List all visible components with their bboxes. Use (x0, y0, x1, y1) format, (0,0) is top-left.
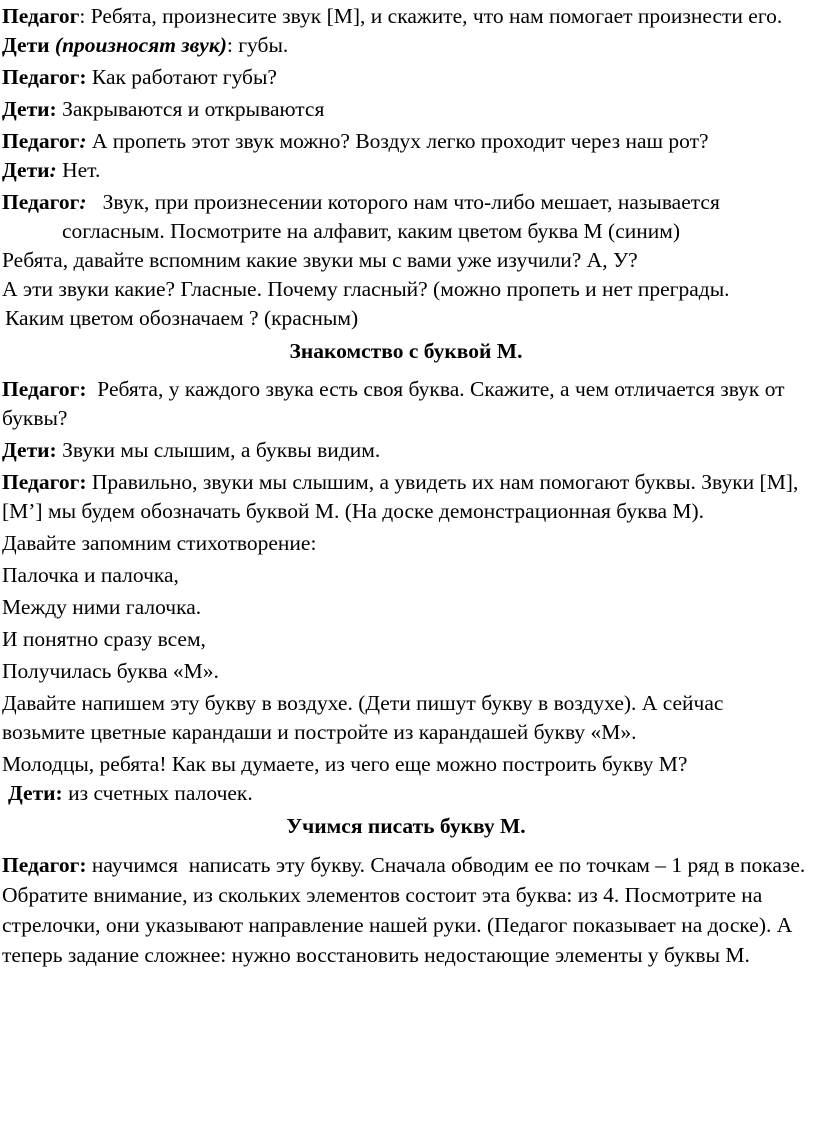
paragraph-teacher-5 (2, 375, 810, 433)
paragraph-text-line: Каким цветом обозначаем ? (красным) (5, 306, 359, 330)
speaker-colon: : (79, 190, 87, 214)
paragraph-text: Нет. (56, 158, 101, 182)
section-heading: Учимся писать букву М. (286, 814, 526, 838)
speaker-colon: : (79, 129, 87, 153)
paragraph-text: : губы. (226, 33, 289, 57)
speaker-label: Педагог: (2, 377, 87, 401)
paragraph-teacher-6 (2, 468, 810, 526)
paragraph-text: научимся написать эту букву. Сначала обводим ее по точкам – 1 ряд в показе. Обратите внимание, из скольких элементов состоит эта буква: из 4. Посмотрите на стрелочки, они указывают направление нашей руки. (Педагог показывает на доске). А теперь задание сложнее: нужно восстановить недостающие элементы у буквы М. (2, 853, 811, 967)
stage-direction: (произносят звук) (49, 33, 227, 57)
paragraph-teacher-1 (2, 2, 810, 31)
paragraph-teacher-7 (2, 850, 810, 970)
speaker-label: Педагог: (2, 470, 87, 494)
speaker-label: Дети (2, 33, 50, 57)
speaker-label: Дети: (2, 438, 57, 462)
paragraph-teacher-2 (2, 63, 810, 92)
section-heading: Знакомство с буквой М. (289, 339, 523, 363)
paragraph-children-2 (2, 95, 810, 124)
paragraph-text-line: Давайте запомним стихотворение: (2, 531, 317, 555)
paragraph-children-3 (2, 156, 810, 185)
paragraph-text-line: Ребята, давайте вспомним какие звуки мы с вами уже изучили? А, У? (2, 248, 638, 272)
paragraph-text-line: Молодцы, ребята! Как вы думаете, из чего еще можно построить букву М? (2, 752, 688, 776)
speaker-label: Педагог: (2, 853, 87, 877)
paragraph-children-1 (2, 31, 810, 60)
speaker-label: Педагог (2, 190, 80, 214)
speaker-label: Дети (2, 158, 50, 182)
paragraph-text: Ребята, у каждого звука есть своя буква. Скажите, а чем отличается звук от буквы? (2, 377, 790, 430)
paragraph-children-5 (2, 779, 810, 808)
poem-line: Получилась буква «М». (2, 659, 219, 683)
paragraph-text: Звук, при произнесении которого нам что-либо мешает, называется согласным. Посмотрите на алфавит, каким цветом буква М (синим) (62, 190, 726, 243)
paragraph-children-4 (2, 436, 810, 465)
paragraph-teacher-3 (2, 127, 810, 156)
speaker-label: Педагог (2, 129, 80, 153)
paragraph-text: Как работают губы? (86, 65, 277, 89)
paragraph-text: А пропеть этот звук можно? Воздух легко проходит через наш рот? (86, 129, 709, 153)
poem-line: Между ними галочка. (2, 595, 202, 619)
speaker-label: Дети: (2, 97, 57, 121)
paragraph-teacher-4 (2, 188, 810, 246)
paragraph-text: Звуки мы слышим, а буквы видим. (56, 438, 381, 462)
paragraph-text: Закрываются и открываются (56, 97, 325, 121)
speaker-colon: : (49, 158, 57, 182)
paragraph-text: : Ребята, произнесите звук [М], и скажите, что нам помогает произнести его. (79, 4, 783, 28)
speaker-label: Педагог (2, 4, 80, 28)
speaker-label: Дети: (8, 781, 63, 805)
paragraph-text: Правильно, звуки мы слышим, а увидеть их нам помогают буквы. Звуки [М], [М’] мы будем обозначать буквой М. (На доске демонстрационная буква М). (2, 470, 804, 523)
paragraph-text-line: Давайте напишем эту букву в воздухе. (Дети пишут букву в воздухе). А сейчас возьмите цветные карандаши и постройте из карандашей букву «М». (2, 691, 724, 744)
poem-line: И понятно сразу всем, (2, 627, 206, 651)
paragraph-text: из счетных палочек. (62, 781, 253, 805)
poem-line: Палочка и палочка, (2, 563, 179, 587)
paragraph-text-line: А эти звуки какие? Гласные. Почему гласный? (можно пропеть и нет преграды. (2, 277, 730, 301)
speaker-label: Педагог: (2, 65, 87, 89)
